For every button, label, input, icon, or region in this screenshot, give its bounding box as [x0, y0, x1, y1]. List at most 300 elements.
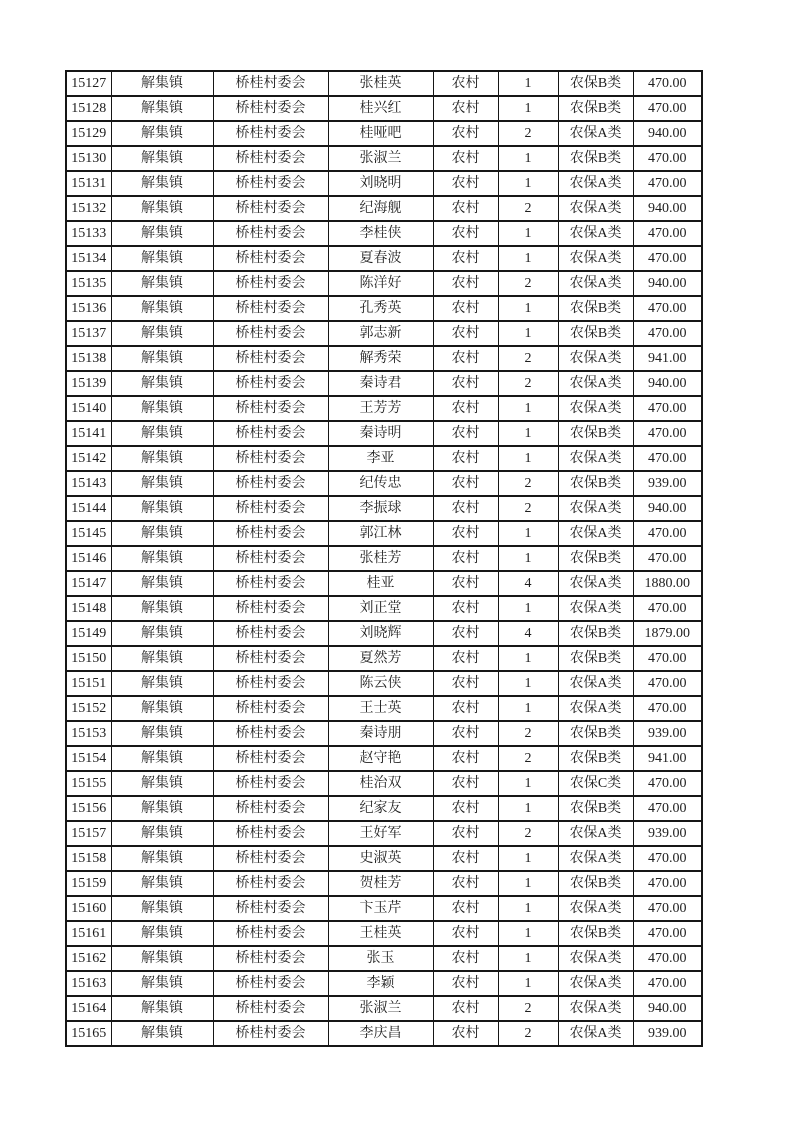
cell-person-count: 1 — [498, 71, 558, 96]
cell-household-type: 农村 — [433, 721, 498, 746]
cell-household-type: 农村 — [433, 871, 498, 896]
cell-town: 解集镇 — [111, 671, 213, 696]
cell-household-type: 农村 — [433, 1021, 498, 1046]
cell-town: 解集镇 — [111, 1021, 213, 1046]
table-row — [66, 321, 702, 346]
cell-record-id: 15130 — [66, 146, 111, 171]
cell-amount: 939.00 — [633, 821, 702, 846]
table-row — [66, 96, 702, 121]
cell-amount: 940.00 — [633, 996, 702, 1021]
cell-person-count: 1 — [498, 596, 558, 621]
cell-record-id: 15127 — [66, 71, 111, 96]
cell-insurance-category: 农保A类 — [558, 1021, 633, 1046]
cell-town: 解集镇 — [111, 446, 213, 471]
table-row — [66, 696, 702, 721]
cell-amount: 941.00 — [633, 346, 702, 371]
cell-person-count: 1 — [498, 871, 558, 896]
cell-amount: 470.00 — [633, 521, 702, 546]
cell-household-type: 农村 — [433, 246, 498, 271]
cell-village-committee: 桥桂村委会 — [213, 446, 328, 471]
cell-record-id: 15134 — [66, 246, 111, 271]
cell-record-id: 15154 — [66, 746, 111, 771]
cell-insurance-category: 农保A类 — [558, 496, 633, 521]
cell-record-id: 15137 — [66, 321, 111, 346]
cell-person-name: 李庆昌 — [328, 1021, 433, 1046]
cell-record-id: 15163 — [66, 971, 111, 996]
cell-record-id: 15165 — [66, 1021, 111, 1046]
cell-person-count: 1 — [498, 846, 558, 871]
table-row — [66, 571, 702, 596]
cell-amount: 470.00 — [633, 671, 702, 696]
cell-village-committee: 桥桂村委会 — [213, 121, 328, 146]
cell-town: 解集镇 — [111, 396, 213, 421]
cell-person-count: 1 — [498, 96, 558, 121]
cell-village-committee: 桥桂村委会 — [213, 96, 328, 121]
cell-village-committee: 桥桂村委会 — [213, 721, 328, 746]
cell-record-id: 15164 — [66, 996, 111, 1021]
cell-town: 解集镇 — [111, 121, 213, 146]
cell-village-committee: 桥桂村委会 — [213, 521, 328, 546]
cell-person-count: 4 — [498, 571, 558, 596]
cell-record-id: 15146 — [66, 546, 111, 571]
cell-village-committee: 桥桂村委会 — [213, 996, 328, 1021]
cell-household-type: 农村 — [433, 571, 498, 596]
cell-insurance-category: 农保A类 — [558, 571, 633, 596]
cell-village-committee: 桥桂村委会 — [213, 321, 328, 346]
cell-record-id: 15161 — [66, 921, 111, 946]
cell-town: 解集镇 — [111, 471, 213, 496]
cell-record-id: 15147 — [66, 571, 111, 596]
cell-insurance-category: 农保A类 — [558, 196, 633, 221]
cell-person-name: 秦诗朋 — [328, 721, 433, 746]
cell-person-name: 史淑英 — [328, 846, 433, 871]
cell-town: 解集镇 — [111, 571, 213, 596]
table-row — [66, 996, 702, 1021]
cell-insurance-category: 农保B类 — [558, 296, 633, 321]
cell-village-committee: 桥桂村委会 — [213, 371, 328, 396]
cell-record-id: 15151 — [66, 671, 111, 696]
cell-person-name: 赵守艳 — [328, 746, 433, 771]
cell-amount: 470.00 — [633, 321, 702, 346]
cell-insurance-category: 农保B类 — [558, 71, 633, 96]
cell-town: 解集镇 — [111, 596, 213, 621]
cell-person-name: 夏然芳 — [328, 646, 433, 671]
cell-amount: 470.00 — [633, 296, 702, 321]
cell-record-id: 15162 — [66, 946, 111, 971]
cell-person-count: 1 — [498, 696, 558, 721]
cell-amount: 470.00 — [633, 921, 702, 946]
table-row — [66, 596, 702, 621]
table-row — [66, 421, 702, 446]
cell-person-count: 1 — [498, 771, 558, 796]
cell-village-committee: 桥桂村委会 — [213, 921, 328, 946]
cell-town: 解集镇 — [111, 171, 213, 196]
cell-insurance-category: 农保B类 — [558, 146, 633, 171]
table-row — [66, 471, 702, 496]
cell-household-type: 农村 — [433, 646, 498, 671]
cell-record-id: 15140 — [66, 396, 111, 421]
cell-insurance-category: 农保A类 — [558, 596, 633, 621]
cell-amount: 470.00 — [633, 171, 702, 196]
cell-household-type: 农村 — [433, 596, 498, 621]
cell-household-type: 农村 — [433, 121, 498, 146]
table-row — [66, 146, 702, 171]
cell-household-type: 农村 — [433, 271, 498, 296]
cell-village-committee: 桥桂村委会 — [213, 346, 328, 371]
table-row — [66, 846, 702, 871]
cell-town: 解集镇 — [111, 646, 213, 671]
cell-person-count: 1 — [498, 896, 558, 921]
cell-household-type: 农村 — [433, 471, 498, 496]
cell-person-count: 2 — [498, 1021, 558, 1046]
cell-town: 解集镇 — [111, 996, 213, 1021]
cell-household-type: 农村 — [433, 621, 498, 646]
table-row — [66, 746, 702, 771]
cell-town: 解集镇 — [111, 896, 213, 921]
cell-town: 解集镇 — [111, 246, 213, 271]
cell-person-count: 1 — [498, 521, 558, 546]
cell-person-name: 陈云侠 — [328, 671, 433, 696]
cell-person-count: 2 — [498, 821, 558, 846]
cell-town: 解集镇 — [111, 346, 213, 371]
cell-household-type: 农村 — [433, 371, 498, 396]
cell-town: 解集镇 — [111, 96, 213, 121]
table-row — [66, 671, 702, 696]
cell-person-count: 2 — [498, 121, 558, 146]
cell-insurance-category: 农保B类 — [558, 471, 633, 496]
cell-household-type: 农村 — [433, 696, 498, 721]
cell-insurance-category: 农保A类 — [558, 271, 633, 296]
cell-insurance-category: 农保B类 — [558, 796, 633, 821]
cell-household-type: 农村 — [433, 321, 498, 346]
cell-village-committee: 桥桂村委会 — [213, 946, 328, 971]
cell-town: 解集镇 — [111, 371, 213, 396]
cell-town: 解集镇 — [111, 971, 213, 996]
cell-household-type: 农村 — [433, 846, 498, 871]
cell-record-id: 15155 — [66, 771, 111, 796]
cell-record-id: 15149 — [66, 621, 111, 646]
cell-amount: 470.00 — [633, 796, 702, 821]
cell-person-name: 李亚 — [328, 446, 433, 471]
cell-person-count: 2 — [498, 371, 558, 396]
cell-town: 解集镇 — [111, 496, 213, 521]
cell-town: 解集镇 — [111, 421, 213, 446]
cell-amount: 470.00 — [633, 946, 702, 971]
cell-village-committee: 桥桂村委会 — [213, 646, 328, 671]
cell-person-count: 1 — [498, 146, 558, 171]
cell-person-name: 张桂芳 — [328, 546, 433, 571]
table-row — [66, 196, 702, 221]
cell-village-committee: 桥桂村委会 — [213, 296, 328, 321]
cell-amount: 470.00 — [633, 146, 702, 171]
cell-person-name: 张淑兰 — [328, 146, 433, 171]
table-row — [66, 621, 702, 646]
cell-household-type: 农村 — [433, 146, 498, 171]
cell-amount: 470.00 — [633, 596, 702, 621]
cell-person-name: 张玉 — [328, 946, 433, 971]
cell-insurance-category: 农保A类 — [558, 671, 633, 696]
cell-record-id: 15132 — [66, 196, 111, 221]
table-row — [66, 71, 702, 96]
cell-amount: 939.00 — [633, 721, 702, 746]
cell-person-count: 1 — [498, 246, 558, 271]
cell-insurance-category: 农保A类 — [558, 896, 633, 921]
cell-person-count: 2 — [498, 996, 558, 1021]
cell-amount: 1879.00 — [633, 621, 702, 646]
table-row — [66, 246, 702, 271]
cell-person-name: 秦诗君 — [328, 371, 433, 396]
cell-village-committee: 桥桂村委会 — [213, 596, 328, 621]
cell-household-type: 农村 — [433, 896, 498, 921]
table-row — [66, 521, 702, 546]
cell-village-committee: 桥桂村委会 — [213, 821, 328, 846]
cell-record-id: 15159 — [66, 871, 111, 896]
cell-town: 解集镇 — [111, 296, 213, 321]
cell-person-count: 1 — [498, 221, 558, 246]
cell-amount: 470.00 — [633, 646, 702, 671]
cell-person-count: 1 — [498, 296, 558, 321]
cell-household-type: 农村 — [433, 446, 498, 471]
cell-insurance-category: 农保A类 — [558, 246, 633, 271]
cell-amount: 470.00 — [633, 71, 702, 96]
table-row — [66, 771, 702, 796]
cell-amount: 470.00 — [633, 221, 702, 246]
cell-town: 解集镇 — [111, 721, 213, 746]
cell-amount: 939.00 — [633, 1021, 702, 1046]
cell-household-type: 农村 — [433, 521, 498, 546]
cell-person-name: 李振球 — [328, 496, 433, 521]
cell-person-name: 刘正堂 — [328, 596, 433, 621]
table-row — [66, 821, 702, 846]
cell-person-name: 刘晓明 — [328, 171, 433, 196]
pension-records-table — [65, 70, 703, 1047]
cell-village-committee: 桥桂村委会 — [213, 1021, 328, 1046]
cell-village-committee: 桥桂村委会 — [213, 71, 328, 96]
cell-insurance-category: 农保A类 — [558, 446, 633, 471]
cell-village-committee: 桥桂村委会 — [213, 246, 328, 271]
cell-amount: 470.00 — [633, 421, 702, 446]
table-row — [66, 496, 702, 521]
cell-record-id: 15148 — [66, 596, 111, 621]
cell-town: 解集镇 — [111, 921, 213, 946]
cell-person-count: 1 — [498, 421, 558, 446]
cell-village-committee: 桥桂村委会 — [213, 696, 328, 721]
cell-village-committee: 桥桂村委会 — [213, 271, 328, 296]
cell-household-type: 农村 — [433, 396, 498, 421]
cell-town: 解集镇 — [111, 621, 213, 646]
cell-person-count: 2 — [498, 746, 558, 771]
table-row — [66, 921, 702, 946]
cell-amount: 470.00 — [633, 871, 702, 896]
cell-record-id: 15160 — [66, 896, 111, 921]
cell-person-count: 1 — [498, 546, 558, 571]
cell-record-id: 15131 — [66, 171, 111, 196]
table-row — [66, 446, 702, 471]
cell-person-name: 桂亚 — [328, 571, 433, 596]
cell-insurance-category: 农保A类 — [558, 846, 633, 871]
cell-village-committee: 桥桂村委会 — [213, 196, 328, 221]
cell-village-committee: 桥桂村委会 — [213, 971, 328, 996]
cell-insurance-category: 农保A类 — [558, 171, 633, 196]
cell-amount: 470.00 — [633, 396, 702, 421]
cell-village-committee: 桥桂村委会 — [213, 496, 328, 521]
table-row — [66, 171, 702, 196]
cell-person-count: 1 — [498, 171, 558, 196]
cell-record-id: 15138 — [66, 346, 111, 371]
cell-household-type: 农村 — [433, 996, 498, 1021]
cell-person-name: 王好军 — [328, 821, 433, 846]
cell-person-count: 4 — [498, 621, 558, 646]
cell-village-committee: 桥桂村委会 — [213, 471, 328, 496]
cell-record-id: 15129 — [66, 121, 111, 146]
cell-household-type: 农村 — [433, 221, 498, 246]
table-row — [66, 546, 702, 571]
cell-insurance-category: 农保A类 — [558, 996, 633, 1021]
cell-village-committee: 桥桂村委会 — [213, 571, 328, 596]
cell-village-committee: 桥桂村委会 — [213, 846, 328, 871]
cell-person-name: 贺桂芳 — [328, 871, 433, 896]
cell-household-type: 农村 — [433, 496, 498, 521]
cell-amount: 470.00 — [633, 546, 702, 571]
table-row — [66, 971, 702, 996]
cell-insurance-category: 农保B类 — [558, 421, 633, 446]
cell-amount: 939.00 — [633, 471, 702, 496]
cell-town: 解集镇 — [111, 946, 213, 971]
cell-person-count: 1 — [498, 946, 558, 971]
cell-person-name: 孔秀英 — [328, 296, 433, 321]
cell-insurance-category: 农保B类 — [558, 321, 633, 346]
cell-household-type: 农村 — [433, 296, 498, 321]
table-row — [66, 721, 702, 746]
cell-household-type: 农村 — [433, 546, 498, 571]
cell-record-id: 15158 — [66, 846, 111, 871]
cell-town: 解集镇 — [111, 846, 213, 871]
cell-record-id: 15143 — [66, 471, 111, 496]
cell-village-committee: 桥桂村委会 — [213, 896, 328, 921]
cell-insurance-category: 农保A类 — [558, 371, 633, 396]
cell-town: 解集镇 — [111, 71, 213, 96]
records-table-container — [65, 70, 703, 1047]
cell-person-name: 李桂侠 — [328, 221, 433, 246]
cell-person-count: 2 — [498, 721, 558, 746]
cell-person-name: 刘晓辉 — [328, 621, 433, 646]
cell-person-count: 1 — [498, 796, 558, 821]
cell-town: 解集镇 — [111, 696, 213, 721]
cell-person-name: 张桂英 — [328, 71, 433, 96]
cell-household-type: 农村 — [433, 796, 498, 821]
cell-person-name: 桂治双 — [328, 771, 433, 796]
cell-amount: 470.00 — [633, 246, 702, 271]
cell-person-name: 夏春波 — [328, 246, 433, 271]
cell-record-id: 15157 — [66, 821, 111, 846]
cell-person-name: 王桂英 — [328, 921, 433, 946]
cell-person-count: 2 — [498, 196, 558, 221]
cell-person-name: 卞玉芹 — [328, 896, 433, 921]
cell-village-committee: 桥桂村委会 — [213, 221, 328, 246]
cell-person-name: 王芳芳 — [328, 396, 433, 421]
cell-village-committee: 桥桂村委会 — [213, 796, 328, 821]
cell-village-committee: 桥桂村委会 — [213, 546, 328, 571]
table-row — [66, 271, 702, 296]
cell-village-committee: 桥桂村委会 — [213, 746, 328, 771]
cell-person-name: 桂兴红 — [328, 96, 433, 121]
cell-insurance-category: 农保B类 — [558, 921, 633, 946]
cell-person-count: 2 — [498, 346, 558, 371]
cell-record-id: 15156 — [66, 796, 111, 821]
cell-town: 解集镇 — [111, 821, 213, 846]
cell-village-committee: 桥桂村委会 — [213, 146, 328, 171]
table-row — [66, 946, 702, 971]
cell-town: 解集镇 — [111, 871, 213, 896]
cell-amount: 941.00 — [633, 746, 702, 771]
table-row — [66, 121, 702, 146]
cell-person-count: 1 — [498, 446, 558, 471]
cell-village-committee: 桥桂村委会 — [213, 771, 328, 796]
cell-household-type: 农村 — [433, 946, 498, 971]
cell-insurance-category: 农保A类 — [558, 121, 633, 146]
table-row — [66, 221, 702, 246]
cell-household-type: 农村 — [433, 196, 498, 221]
cell-insurance-category: 农保B类 — [558, 871, 633, 896]
cell-person-name: 秦诗明 — [328, 421, 433, 446]
cell-person-name: 郭志新 — [328, 321, 433, 346]
cell-amount: 470.00 — [633, 446, 702, 471]
cell-insurance-category: 农保B类 — [558, 646, 633, 671]
cell-household-type: 农村 — [433, 821, 498, 846]
cell-record-id: 15142 — [66, 446, 111, 471]
cell-village-committee: 桥桂村委会 — [213, 671, 328, 696]
cell-village-committee: 桥桂村委会 — [213, 871, 328, 896]
cell-village-committee: 桥桂村委会 — [213, 621, 328, 646]
cell-amount: 470.00 — [633, 696, 702, 721]
cell-person-name: 解秀荣 — [328, 346, 433, 371]
cell-household-type: 农村 — [433, 96, 498, 121]
cell-insurance-category: 农保B类 — [558, 721, 633, 746]
cell-household-type: 农村 — [433, 671, 498, 696]
cell-amount: 940.00 — [633, 496, 702, 521]
cell-person-count: 1 — [498, 646, 558, 671]
cell-town: 解集镇 — [111, 521, 213, 546]
cell-person-count: 2 — [498, 496, 558, 521]
cell-record-id: 15150 — [66, 646, 111, 671]
cell-person-name: 纪传忠 — [328, 471, 433, 496]
table-row — [66, 896, 702, 921]
cell-household-type: 农村 — [433, 421, 498, 446]
cell-record-id: 15144 — [66, 496, 111, 521]
cell-person-count: 1 — [498, 921, 558, 946]
cell-household-type: 农村 — [433, 921, 498, 946]
cell-person-name: 纪海舰 — [328, 196, 433, 221]
table-row — [66, 346, 702, 371]
cell-amount: 470.00 — [633, 846, 702, 871]
cell-household-type: 农村 — [433, 746, 498, 771]
cell-insurance-category: 农保B类 — [558, 621, 633, 646]
cell-town: 解集镇 — [111, 196, 213, 221]
cell-town: 解集镇 — [111, 271, 213, 296]
cell-village-committee: 桥桂村委会 — [213, 171, 328, 196]
cell-town: 解集镇 — [111, 746, 213, 771]
cell-person-name: 桂哑吧 — [328, 121, 433, 146]
cell-town: 解集镇 — [111, 771, 213, 796]
cell-record-id: 15139 — [66, 371, 111, 396]
cell-person-count: 2 — [498, 471, 558, 496]
cell-town: 解集镇 — [111, 796, 213, 821]
cell-amount: 940.00 — [633, 271, 702, 296]
cell-household-type: 农村 — [433, 971, 498, 996]
cell-insurance-category: 农保A类 — [558, 221, 633, 246]
cell-town: 解集镇 — [111, 221, 213, 246]
cell-insurance-category: 农保B类 — [558, 746, 633, 771]
